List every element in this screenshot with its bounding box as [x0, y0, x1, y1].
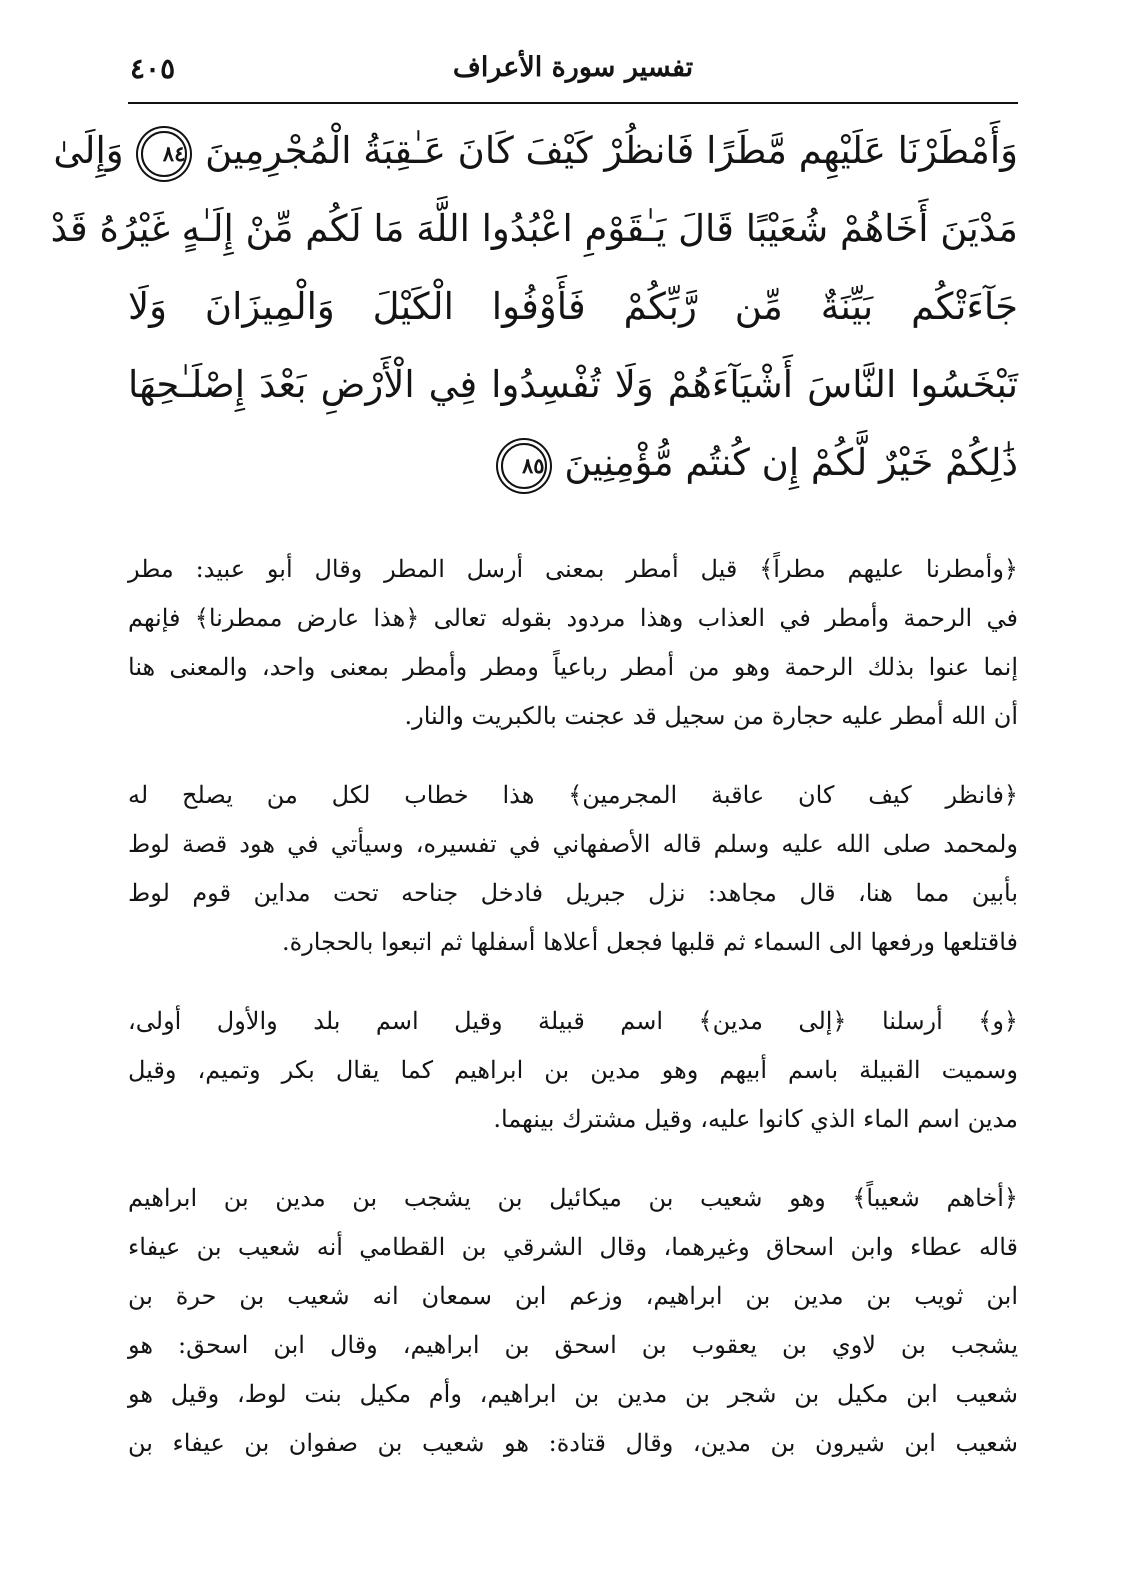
commentary-line: ﴿و﴾ أرسلنا ﴿إلى مدين﴾ اسم قبيلة وقيل اسم بلد والأول أولى، — [128, 1007, 1018, 1035]
quran-verse-block — [50, 112, 1018, 502]
commentary-line: يشجب بن لاوي بن يعقوب بن اسحق بن ابراهيم، وقال ابن اسحق: هو — [128, 1331, 1018, 1359]
verse-line — [128, 424, 1018, 502]
commentary-line: شعيب ابن شيرون بن مدين، وقال قتادة: هو شعيب بن صفوان بن عيفاء بن — [128, 1429, 1018, 1457]
commentary-paragraph — [128, 771, 1018, 967]
running-header — [128, 46, 1018, 104]
commentary-paragraph — [128, 545, 1018, 741]
commentary-line: ﴿أخاهم شعيباً﴾ وهو شعيب بن ميكائيل بن يشجب بن مدين بن ابراهيم — [128, 1184, 1018, 1212]
verse-text: وَإِلَىٰ — [53, 129, 124, 172]
commentary-line: ﴿فانظر كيف كان عاقبة المجرمين﴾ هذا خطاب لكل من يصلح له — [128, 781, 1018, 809]
commentary-line: وسميت القبيلة باسم أبيهم وهو مدين بن ابراهيم كما يقال بكر وتميم، وقيل — [128, 1056, 1018, 1084]
verse-text: ذَٰلِكُمْ خَيْرٌ لَّكُمْ إِن كُنتُم مُّؤْمِنِينَ — [564, 441, 1018, 484]
ayah-number-85: ٨٥ — [501, 443, 547, 489]
verse-line: تَبْخَسُوا النَّاسَ أَشْيَآءَهُمْ وَلَا تُفْسِدُوا فِي الْأَرْضِ بَعْدَ إِصْلَـٰحِهَا — [128, 363, 1018, 406]
commentary-line: ﴿وأمطرنا عليهم مطراً﴾ قيل أمطر بمعنى أرسل المطر وقال أبو عبيد: مطر — [128, 555, 1018, 583]
commentary-line: قاله عطاء وابن اسحاق وغيرهما، وقال الشرقي بن القطامي أنه شعيب بن عيفاء — [128, 1233, 1018, 1261]
commentary-line: ولمحمد صلى الله عليه وسلم قاله الأصفهاني في تفسيره، وسيأتي في هود قصة لوط — [128, 830, 1018, 858]
verse-line — [53, 112, 1018, 190]
verse-line: جَآءَتْكُم بَيِّنَةٌ مِّن رَّبِّكُمْ فَأَوْفُوا الْكَيْلَ وَالْمِيزَانَ وَلَا — [128, 285, 1018, 328]
commentary-line: مدين اسم الماء الذي كانوا عليه، وقيل مشترك بينهما. — [493, 1105, 1018, 1133]
commentary-line: فاقتلعها ورفعها الى السماء ثم قلبها فجعل أعلاها أسفلها ثم اتبعوا بالحجارة. — [282, 928, 1018, 956]
commentary-paragraph — [128, 997, 1018, 1144]
verse-text: وَأَمْطَرْنَا عَلَيْهِم مَّطَرًا فَانظُرْ كَيْفَ كَانَ عَـٰقِبَةُ الْمُجْرِمِينَ — [205, 129, 1018, 172]
running-header-title: تفسير سورة الأعراف — [452, 52, 694, 83]
tafsir-commentary — [128, 545, 1018, 1498]
commentary-paragraph — [128, 1174, 1018, 1468]
commentary-line: إنما عنوا بذلك الرحمة وهو من أمطر رباعياً ومطر وأمطر بمعنى واحد، والمعنى هنا — [128, 653, 1018, 681]
commentary-line: أن الله أمطر عليه حجارة من سجيل قد عجنت بالكبريت والنار. — [404, 702, 1018, 730]
page-number: ٤٠٥ — [130, 52, 176, 85]
verse-line: مَدْيَنَ أَخَاهُمْ شُعَيْبًا قَالَ يَـٰقَوْمِ اعْبُدُوا اللَّهَ مَا لَكُم مِّنْ إِلَـٰهٍ غَيْرُهُ قَدْ — [50, 207, 1018, 250]
commentary-line: بأبين مما هنا، قال مجاهد: نزل جبريل فادخل جناحه تحت مداين قوم لوط — [128, 879, 1018, 907]
ayah-number-84: ٨٤ — [141, 131, 187, 177]
commentary-line: شعيب ابن مكيل بن شجر بن مدين بن ابراهيم، وأم مكيل بنت لوط، وقيل هو — [128, 1380, 1018, 1408]
commentary-line: في الرحمة وأمطر في العذاب وهذا مردود بقوله تعالى ﴿هذا عارض ممطرنا﴾ فإنهم — [128, 604, 1018, 632]
commentary-line: ابن ثويب بن مدين بن ابراهيم، وزعم ابن سمعان انه شعيب بن حرة بن — [128, 1282, 1018, 1310]
